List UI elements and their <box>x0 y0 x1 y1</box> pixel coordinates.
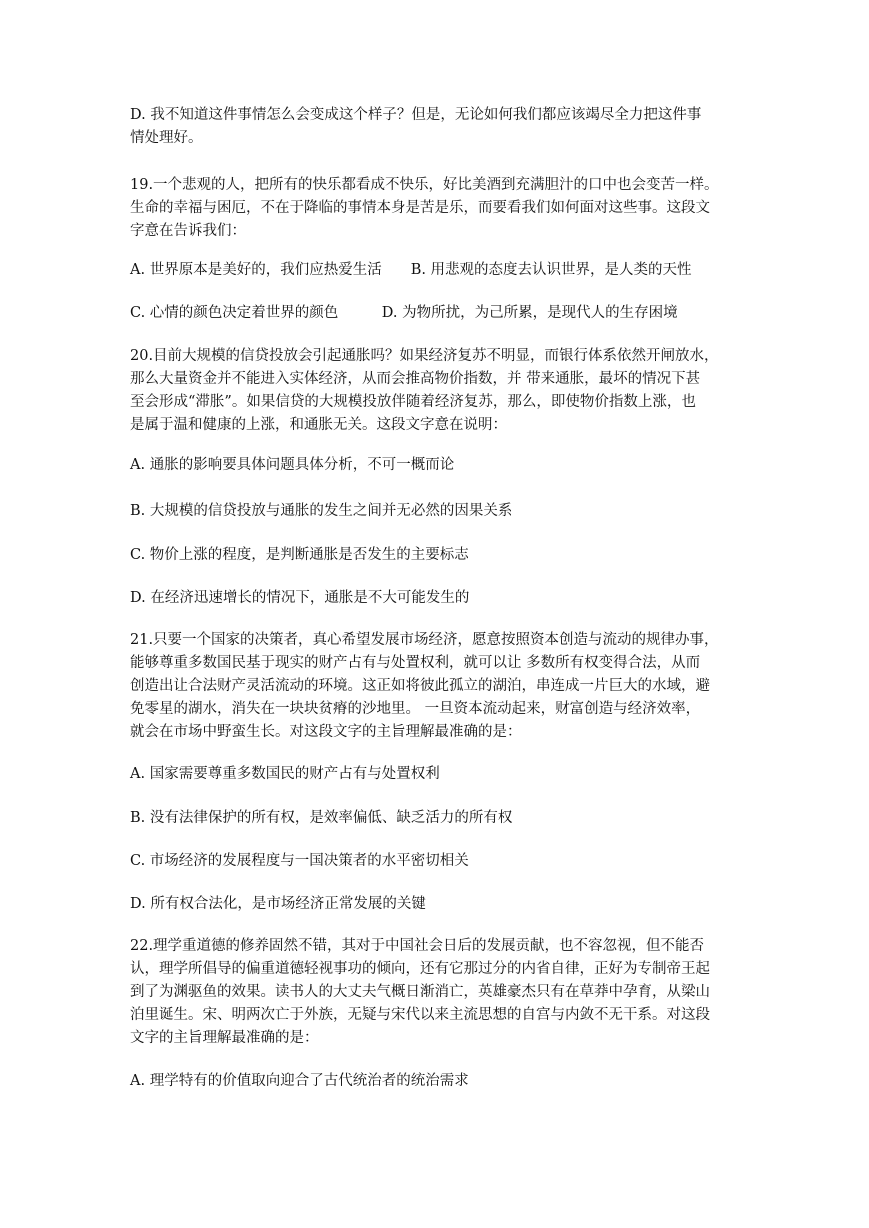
text-line: 免零星的湖水，消失在一块块贫瘠的沙地里。 一旦资本流动起来，财富创造与经济效率， <box>130 701 701 717</box>
text-line: D. 我不知道这件事情怎么会变成这个样子？但是，无论如何我们都应该竭尽全力把这件事 <box>130 107 702 123</box>
text-line: 就会在市场中野蛮生长。对这段文字的主旨理解最准确的是： <box>130 724 522 740</box>
q21-option-b: B. 没有法律保护的所有权，是效率偏低、缺乏活力的所有权 <box>130 810 513 826</box>
q20-option-a: A. 通胀的影响要具体问题具体分析，不可一概而论 <box>130 457 455 473</box>
q21-option-d: D. 所有权合法化，是市场经济正常发展的关键 <box>130 896 426 912</box>
q18-option-d <box>130 104 742 150</box>
text-line: 生命的幸福与困厄，不在于降临的事情本身是苦是乐，而要看我们如何面对这些事。这段文 <box>130 200 710 216</box>
q20-option-c: C. 物价上涨的程度，是判断通胀是否发生的主要标志 <box>130 547 469 563</box>
text-line: 创造出让合法财产灵活流动的环境。这正如将彼此孤立的湖泊，串连成一片巨大的水域，避 <box>130 678 710 694</box>
q22-stem <box>130 935 742 1050</box>
q21-stem <box>130 629 742 744</box>
q19-options-row-1: A. 世界原本是美好的，我们应热爱生活 B. 用悲观的态度去认识世界，是人类的天性 <box>130 262 692 278</box>
text-line: 情处理好。 <box>130 130 203 146</box>
q20-option-d: D. 在经济迅速增长的情况下，通胀是不大可能发生的 <box>130 590 470 606</box>
text-line: 文字的主旨理解最准确的是： <box>130 1030 319 1046</box>
q20-option-b: B. 大规模的信贷投放与通胀的发生之间并无必然的因果关系 <box>130 503 513 519</box>
text-line: 22.理学重道德的修养固然不错，其对于中国社会日后的发展贡献，也不容忽视，但不能否 <box>130 938 705 954</box>
q21-option-a: A. 国家需要尊重多数国民的财产占有与处置权利 <box>130 766 440 782</box>
text-line: 21.只要一个国家的决策者，真心希望发展市场经济，愿意按照资本创造与流动的规律办事， <box>130 632 719 648</box>
text-line: 字意在告诉我们： <box>130 223 246 239</box>
q20-stem <box>130 345 742 437</box>
q21-option-c: C. 市场经济的发展程度与一国决策者的水平密切相关 <box>130 853 469 869</box>
q19-options-row-2: C. 心情的颜色决定着世界的颜色 D. 为物所扰，为己所累，是现代人的生存困境 <box>130 305 678 321</box>
text-line: 能够尊重多数国民基于现实的财产占有与处置权利，就可以让 多数所有权变得合法，从而 <box>130 655 701 671</box>
text-line: 到了为渊驱鱼的效果。读书人的大丈夫气概日渐消亡，英雄豪杰只有在草莽中孕育，从梁山 <box>130 984 710 1000</box>
text-line: 至会形成“滞胀”。如果信贷的大规模投放伴随着经济复苏，那么，即使物价指数上涨，也 <box>130 394 696 410</box>
q22-option-a: A. 理学特有的价值取向迎合了古代统治者的统治需求 <box>130 1073 469 1089</box>
text-line: 是属于温和健康的上涨，和通胀无关。这段文字意在说明： <box>130 417 507 433</box>
q19-stem <box>130 174 742 243</box>
text-line: 20.目前大规模的信贷投放会引起通胀吗？如果经济复苏不明显，而银行体系依然开闸放水， <box>130 348 719 364</box>
text-line: 那么大量资金并不能进入实体经济，从而会推高物价指数，并 带来通胀，最坏的情况下甚 <box>130 371 701 387</box>
text-line: 泊里诞生。宋、明两次亡于外族，无疑与宋代以来主流思想的自宫与内敛不无干系。对这段 <box>130 1007 710 1023</box>
text-line: 认，理学所倡导的偏重道德轻视事功的倾向，还有它那过分的内省自律，正好为专制帝王起 <box>130 961 710 977</box>
text-line: 19.一个悲观的人，把所有的快乐都看成不快乐，好比美酒到充满胆汁的口中也会变苦一样。 <box>130 177 719 193</box>
